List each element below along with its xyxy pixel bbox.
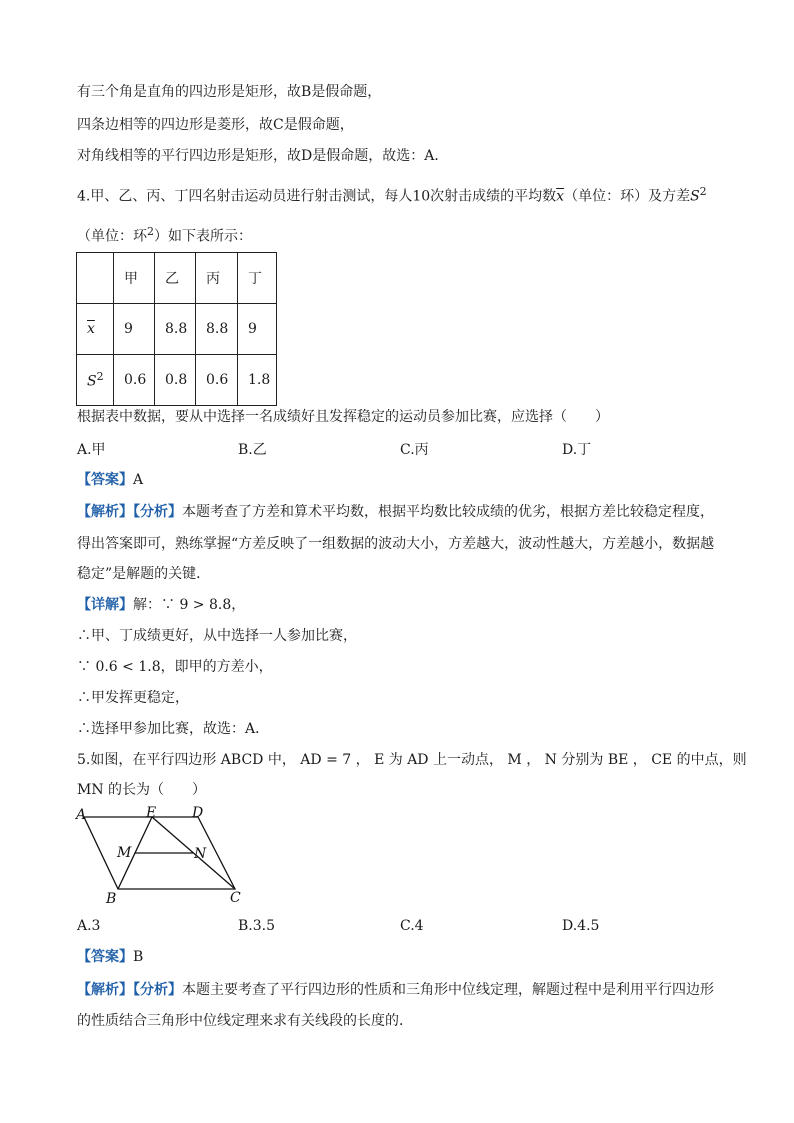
table-header-row bbox=[77, 253, 277, 304]
q5-option-c: C.4 bbox=[400, 918, 424, 934]
q4-analysis-2: 得出答案即可，熟练掌握“方差反映了一组数据的波动大小，方差越大，波动性越大，方差越小，数据越 bbox=[77, 536, 715, 552]
table-cell: 8.8 bbox=[196, 304, 238, 355]
stats-table bbox=[76, 252, 277, 406]
table-row-label bbox=[77, 304, 114, 355]
label-d: D bbox=[192, 805, 204, 821]
q4-question: 根据表中数据，要从中选择一名成绩好且发挥稳定的运动员参加比赛，应选择（ ） bbox=[77, 409, 609, 425]
table-cell: 甲 bbox=[114, 253, 155, 304]
label-n: N bbox=[194, 846, 207, 862]
intro-line-2: 四条边相等的四边形是菱形，故C是假命题， bbox=[77, 117, 354, 133]
table-cell: 0.6 bbox=[114, 355, 155, 406]
table-row-label bbox=[77, 355, 114, 406]
q5-answer bbox=[77, 947, 143, 967]
table-cell: 丁 bbox=[238, 253, 277, 304]
q4-detail-1 bbox=[77, 595, 245, 615]
table-cell: 0.8 bbox=[155, 355, 196, 406]
q4-detail-5: ∴选择甲参加比赛，故选：A． bbox=[77, 721, 270, 737]
table-row-variance bbox=[77, 355, 277, 406]
q4-option-d: D.丁 bbox=[562, 442, 592, 458]
q4-xbar: $\overline{x}$ bbox=[556, 188, 565, 205]
label-b: B bbox=[106, 891, 117, 907]
q4-analysis-3: 稳定”是解题的关键． bbox=[77, 566, 211, 582]
analysis-tag: 【解析】【分析】 bbox=[77, 982, 182, 998]
table-cell: 1.8 bbox=[238, 355, 277, 406]
q4-analysis-1 bbox=[77, 502, 714, 522]
q4-stem-a: 4.甲、乙、丙、丁四名射击运动员进行射击测试，每人10次射击成绩的平均数 bbox=[77, 188, 557, 205]
intro-line-1: 有三个角是直角的四边形是矩形，故B是假命题， bbox=[77, 84, 382, 100]
table-cell: 8.8 bbox=[155, 304, 196, 355]
parallelogram-figure bbox=[70, 805, 260, 910]
q4-stem-c2: ）如下表所示： bbox=[154, 228, 252, 245]
q4-s2-sup: 2 bbox=[699, 185, 707, 198]
q5-analysis-1 bbox=[77, 980, 714, 1000]
q4-option-a: A.甲 bbox=[77, 442, 106, 458]
detail-text: 解：∵ 9 > 8.8， bbox=[133, 597, 246, 613]
q4-option-b: B.乙 bbox=[238, 442, 267, 458]
intro-line-3: 对角线相等的平行四边形是矩形，故D是假命题，故选：A． bbox=[77, 148, 449, 164]
label-a: A bbox=[76, 807, 87, 823]
table-cell: 0.6 bbox=[196, 355, 238, 406]
q4-detail-4: ∴甲发挥更稳定， bbox=[77, 690, 189, 706]
answer-value: A bbox=[133, 472, 144, 488]
table-cell: 9 bbox=[238, 304, 277, 355]
label-m: M bbox=[117, 845, 132, 861]
q4-unit-sup: 2 bbox=[147, 225, 154, 238]
table-cell: 丙 bbox=[196, 253, 238, 304]
q4-detail-2: ∴甲、丁成绩更好，从中选择一人参加比赛， bbox=[77, 628, 357, 644]
table-cell: 乙 bbox=[155, 253, 196, 304]
q5-analysis-2: 的性质结合三角形中位线定理来求有关线段的长度的． bbox=[77, 1013, 413, 1029]
q4-stem-b: （单位：环）及方差 bbox=[564, 188, 691, 205]
q5-option-a: A.3 bbox=[77, 918, 101, 934]
label-e: E bbox=[146, 805, 157, 821]
q5-option-d: D.4.5 bbox=[562, 918, 600, 934]
answer-tag: 【答案】 bbox=[77, 949, 133, 965]
q4-stem-unit bbox=[77, 222, 252, 247]
mean-symbol: $\overline{x}$ bbox=[87, 321, 95, 337]
analysis-text: 本题考查了方差和算术平均数，根据平均数比较成绩的优劣，根据方差比较稳定程度， bbox=[182, 504, 714, 520]
q4-stem bbox=[77, 182, 707, 207]
q4-detail-3: ∵ 0.6 < 1.8，即甲的方差小， bbox=[77, 659, 273, 675]
q5-option-b: B.3.5 bbox=[238, 918, 276, 934]
answer-tag: 【答案】 bbox=[77, 472, 133, 488]
q4-s2: S bbox=[690, 188, 700, 205]
table-cell: 9 bbox=[114, 304, 155, 355]
answer-value: B bbox=[133, 949, 144, 965]
variance-symbol: S bbox=[87, 373, 97, 390]
detail-tag: 【详解】 bbox=[77, 597, 133, 613]
q4-option-c: C.丙 bbox=[400, 442, 429, 458]
q5-stem-2: MN 的长为（ ） bbox=[77, 782, 207, 798]
analysis-text: 本题主要考查了平行四边形的性质和三角形中位线定理，解题过程中是利用平行四边形 bbox=[182, 982, 714, 998]
table-row-mean bbox=[77, 304, 277, 355]
q5-stem-1: 5.如图，在平行四边形 ABCD 中， AD = 7 ， E 为 AD 上一动点， M ， N 分别为 BE ， CE 的中点，则 bbox=[77, 752, 747, 768]
analysis-tag: 【解析】【分析】 bbox=[77, 504, 182, 520]
q4-stem-c: （单位：环 bbox=[77, 228, 147, 245]
q4-answer bbox=[77, 470, 143, 490]
table-cell bbox=[77, 253, 114, 304]
variance-sup: 2 bbox=[96, 370, 104, 384]
label-c: C bbox=[230, 890, 241, 906]
